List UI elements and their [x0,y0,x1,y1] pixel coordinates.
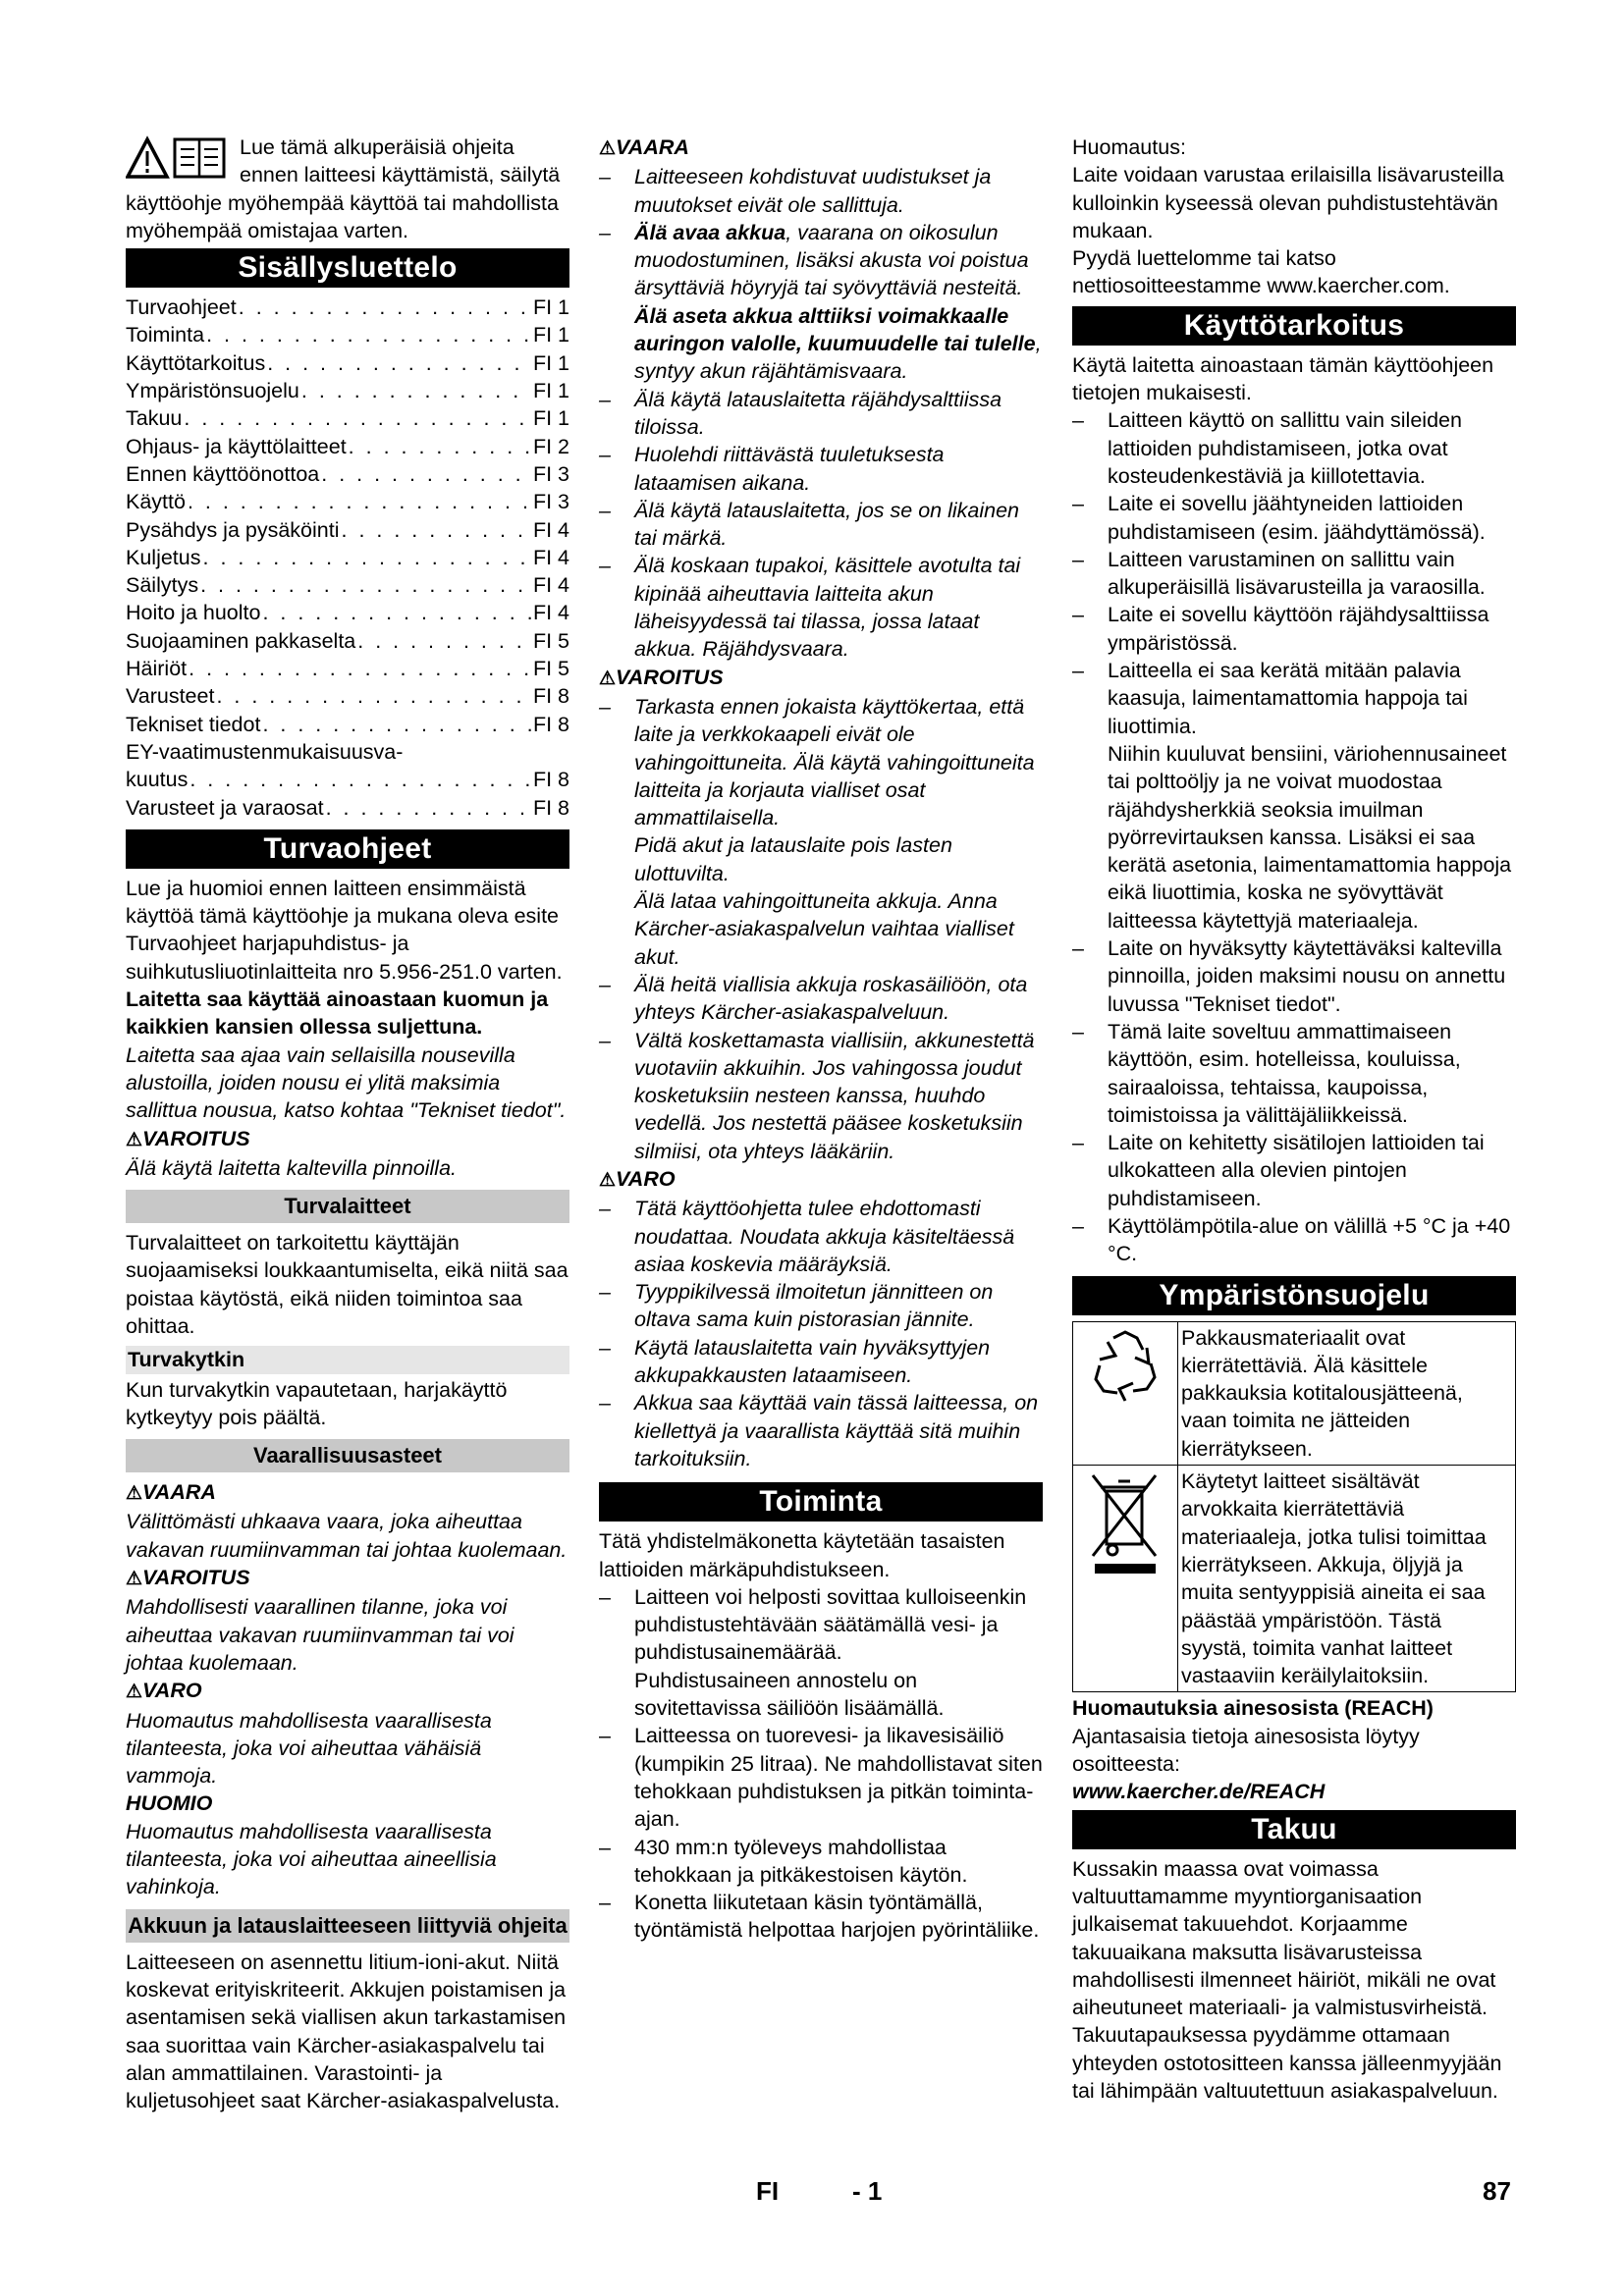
toc-row[interactable]: Kuljetus . . . FI 4 [126,544,569,571]
warning-triangle-icon: ⚠ [599,138,617,159]
recycle-text: Pakkausmateriaalit ovat kierrätettäviä. Älä käsittele pakkauksia kotitalousjätteenä, vaan toimita ne jätteiden kierrätykseen. [1178,1321,1516,1465]
list-item: – Tämä laite soveltuu ammattimaiseen käyttöön, esim. hotelleissa, kouluissa, sairaaloissa, tehtaissa, kaupoissa, toimistoissa ja välittäjäliikkeissä. [1072,1018,1516,1129]
ymparisto-heading: Ympäristönsuojelu [1072,1276,1516,1315]
list-item: – Älä avaa akkua, vaarana on oikosulun muodostuminen, lisäksi akusta voi poistua ärsyttäviä höyryjä tai syövyttäviä nesteitä. [599,219,1043,302]
huomautus-p2: Pyydä luettelomme tai katso nettiosoitteestamme www.kaercher.com. [1072,246,1450,298]
toc-row[interactable]: Käyttötarkoitus . . . FI 1 [126,349,569,377]
kayttotarkoitus-list [1072,406,1516,1267]
toc-row[interactable]: Varusteet . . . FI 8 [126,682,569,710]
toc-heading: Sisällysluettelo [126,248,569,288]
table-row [1073,1321,1516,1465]
list-item: Niihin kuuluvat bensiini, väriohennusaineet tai polttoöljy ja ne voivat muodostaa räjähdysherkkiä seoksia imuilman pyörrevirtauksen kanssa. Lisäksi ei saa kerätä asetonia, laimentamattomia happoja eikä liuottimia, koska ne syövyttävät laitteessa käytettyjä materiaaleja. [1108,741,1512,933]
warning-triangle-icon: ⚠ [599,667,617,689]
danger-label: ⚠VAARA [599,135,689,159]
toiminta-heading: Toiminta [599,1482,1043,1522]
column-right [1072,133,1516,2105]
reach-text: Ajantasaisia tietoja ainesosista löytyy osoitteesta: [1072,1724,1420,1777]
list-item: – Käytä latauslaitetta vain hyväksyttyjen akkupakkausten lataamiseen. [599,1334,1043,1390]
list-item: – Vältä koskettamasta viallisiin, akkunestettä vuotaviin akkuihin. Jos vahingossa joudut kosketuksiin nesteen kanssa, huuhdo vedellä. Jos nestettä pääsee kosketuksiin silmiisi, ota yhteys lääkäriin. [599,1027,1043,1165]
list-item: – Laitteessa on tuorevesi- ja likavesisäiliö (kumpikin 25 litraa). Ne mahdollistavat siten tehokkaan puhdistuksen ja pitkän toiminta-ajan. [599,1722,1043,1833]
huomautus-label: Huomautus: [1072,135,1186,159]
list-item: – Laitteella ei saa kerätä mitään palavia kaasuja, laimentamattomia happoja tai liuottimia. [1072,657,1516,740]
warning-triangle-icon: ⚠ [126,1129,143,1150]
environment-table [1072,1321,1516,1693]
turvaohjeet-p3: Laitetta saa ajaa vain sellaisilla nousevilla alustoilla, joiden nousu ei ylitä maksimia sallittua nousua, katso kohtaa "Tekniset tiedot". [126,1042,567,1123]
list-item: – Laite on hyväksytty käytettäväksi kaltevilla pinnoilla, joiden maksimi nousu on annettu luvussa "Tekniset tiedot". [1072,934,1516,1018]
intro-text: Lue tämä alkuperäisiä ohjeita ennen laitteesi käyttämistä, säilytä käyttöohje myöhempää käyttöä tai mahdollista myöhempää omistajaa varten. [126,135,561,242]
list-item: – Laite ei sovellu käyttöön räjähdysalttiissa ympäristössä. [1072,601,1516,657]
list-item: – Laite ei sovellu jäähtyneiden lattioiden puhdistamiseen (esim. jäähdyttämössä). [1072,490,1516,546]
warning-text: Älä käytä laitetta kaltevilla pinnoilla. [126,1155,458,1180]
turvakytkin-text: Kun turvakytkin vapautetaan, harjakäyttö kytkeytyy pois päältä. [126,1377,508,1429]
warning-triangle-icon: ⚠ [126,1682,143,1703]
list-item: Älä aseta akkua alttiiksi voimakkaalle auringon valolle, kuumuudelle tai tulelle, syntyy akun räjähtämisvaara. [634,303,1042,384]
list-item: – Tyyppikilvessä ilmoitetun jännitteen on oltava sama kuin pistorasian jännite. [599,1278,1043,1334]
caution-list [599,1195,1043,1472]
list-item: – Älä käytä latauslaitetta räjähdysalttiissa tiloissa. [599,386,1043,442]
warning-triangle-icon: ⚠ [126,1483,143,1505]
list-item: – Akkua saa käyttää vain tässä laitteessa, on kiellettyä ja vaarallista käyttää sitä muihin tarkoituksiin. [599,1389,1043,1472]
list-item: – Tarkasta ennen jokaista käyttökertaa, että laite ja verkkokaapeli eivät ole vahingoittuneita. Älä käytä vahingoittuneita laitteita ja korjauta vialliset osat ammattilaisella. [599,693,1043,831]
toc-row[interactable]: Ympäristönsuojelu . . . FI 1 [126,377,569,404]
toc-row[interactable]: Tekniset tiedot . . . FI 8 [126,711,569,738]
list-item: – Laite on kehitetty sisätilojen lattioiden tai ulkokatteen alla olevien pintojen puhdistamiseen. [1072,1129,1516,1212]
danger-label: ⚠VAARA [126,1480,216,1505]
warning-label: ⚠VAROITUS [126,1126,250,1150]
toc-row-ey[interactable]: EY-vaatimustenmukaisuusva- kuutus . . . FI 8 [126,738,569,794]
list-item: – Huolehdi riittävästä tuuletuksesta lataamisen aikana. [599,441,1043,497]
list-item: – Laitteen käyttö on sallittu vain sileiden lattioiden puhdistamiseen, jotka ovat kosteudenkestäviä ja kiillotettavia. [1072,406,1516,490]
warning-manual-icon [126,133,234,188]
warning-list [599,693,1043,1165]
crossed-bin-icon [1087,1471,1164,1579]
toc-row[interactable]: Häiriöt . . . FI 5 [126,655,569,682]
turvaohjeet-p1: Lue ja huomioi ennen laitteen ensimmäistä käyttöä tämä käyttöohje ja mukana oleva esite Turvaohjeet harjapuhdistus- ja suihkutusliuotinlaitteita nro 5.956-251.0 varten. [126,876,563,984]
turvalaitteet-heading: Turvalaitteet [126,1190,569,1223]
vaarallisuusasteet-heading: Vaarallisuusasteet [126,1439,569,1472]
caution-text: Huomautus mahdollisesta vaarallisesta tilanteesta, joka voi aiheuttaa vähäisiä vammoja. [126,1708,492,1789]
page-number: 87 [1483,2176,1511,2206]
takuu-text: Kussakin maassa ovat voimassa valtuuttamamme myyntiorganisaation julkaisemat takuuehdot. Korjaamme takuuaikana maksutta lisävarusteissa mahdollisesti ilmenneet häiriöt, mikäli ne ovat aiheutuneet materiaali- ja valmistusvirheistä. Takuutapauksessa pyydämme ottamaan yhteyden ostotositteen kanssa jälleenmyyjään tai lähimpään valtuutettuun asiakaspalveluun. [1072,1856,1502,2103]
list-item: – Älä koskaan tupakoi, käsittele avotulta tai kipinää aiheuttavia laitteita akun läheisyydessä tai tilassa, jossa lataat akkua. Räjähdysvaara. [599,552,1043,663]
recycle-icon-cell [1073,1321,1178,1465]
kayttotarkoitus-intro: Käytä laitetta ainoastaan tämän käyttöohjeen tietojen mukaisesti. [1072,352,1494,405]
list-item: Puhdistusaineen annostelu on sovitettavissa säiliöön lisäämällä. [634,1668,945,1721]
list-item: – 430 mm:n työleveys mahdollistaa tehokkaan ja pitkäkestoisen käytön. [599,1834,1043,1890]
reach-title: Huomautuksia ainesosista (REACH) [1072,1696,1434,1721]
reach-link[interactable]: www.kaercher.de/REACH [1072,1780,1326,1804]
toc-row[interactable]: Suojaaminen pakkaselta . . . FI 5 [126,627,569,655]
turvalaitteet-text: Turvalaitteet on tarkoitettu käyttäjän suojaamiseksi loukkaantumiselta, eikä niitä saa poistaa käytöstä, eikä niiden toimintoa saa ohittaa. [126,1231,568,1338]
danger-text: Välittömästi uhkaava vaara, joka aiheuttaa vakavan ruumiinvamman tai johtaa kuolemaan. [126,1510,568,1562]
toc-row[interactable]: Säilytys . . . FI 4 [126,571,569,599]
toc-row[interactable]: Ennen käyttöönottoa . . . FI 3 [126,460,569,488]
list-item: – Tätä käyttöohjetta tulee ehdottomasti noudattaa. Noudata akkuja käsiteltäessä asiaa koskevia määräyksiä. [599,1195,1043,1278]
toc-list [126,294,569,822]
akku-text: Laitteeseen on asennettu litium-ioni-akut. Niitä koskevat erityiskriteerit. Akkujen poistamisen ja asentamisen sekä viallisen akun tarkastamisen saa suorittaa vain Kärcher-asiakaspalvelu tai alan ammattilainen. Varastointi- ja kuljetusohjeet saat Kärcher-asiakaspalvelusta. [126,1949,567,2113]
turvaohjeet-p2: Laitetta saa käyttää ainoastaan kuomun ja kaikkien kansien ollessa suljettuna. [126,988,549,1040]
list-item: – Laitteeseen kohdistuvat uudistukset ja muutokset eivät ole sallittuja. [599,163,1043,219]
warning-label: ⚠VAROITUS [599,665,724,689]
column-left [126,133,569,2114]
list-item: – Käyttölämpötila-alue on välillä +5 °C ja +40 °C. [1072,1212,1516,1268]
column-middle [599,133,1043,1945]
list-item: – Konetta liikutetaan käsin työntämällä, työntämistä helpottaa harjojen pyörintäliike. [599,1889,1043,1945]
toc-row[interactable]: Varusteet ja varaosat . . . FI 8 [126,794,569,822]
toc-row[interactable]: Käyttö . . . FI 3 [126,488,569,515]
weee-text: Käytetyt laitteet sisältävät arvokkaita kierrätettäviä materiaaleja, jotka tulisi toimittaa kierrätykseen. Akkuja, öljyjä ja muita sentyyppisiä aineita ei saa päästää ympäristöön. Tästä syystä, toimita vanhat laitteet vastaaviin keräilylaitoksiin. [1178,1466,1516,1692]
list-item: – Laitteen varustaminen on sallittu vain alkuperäisillä lisävarusteilla ja varaosilla. [1072,546,1516,602]
list-item: – Älä heitä viallisia akkuja roskasäiliöön, ota yhteys Kärcher-asiakaspalveluun. [599,971,1043,1027]
toiminta-intro: Tätä yhdistelmäkonetta käytetään tasaisten lattioiden märkäpuhdistukseen. [599,1529,1005,1581]
toc-row[interactable]: Turvaohjeet . . . FI 1 [126,294,569,321]
notice-label: HUOMIO [126,1791,213,1816]
toc-row[interactable]: Hoito ja huolto . . . FI 4 [126,599,569,626]
notice-text: Huomautus mahdollisesta vaarallisesta tilanteesta, joka voi aiheuttaa aineellisia vahinkoja. [126,1819,497,1899]
toc-row[interactable]: Ohjaus- ja käyttölaitteet . . . FI 2 [126,433,569,460]
toc-row[interactable]: Pysähdys ja pysäköinti . . . FI 4 [126,516,569,544]
footer-section-number: - 1 [852,2176,883,2206]
weee-icon-cell [1073,1466,1178,1692]
turvaohjeet-heading: Turvaohjeet [126,829,569,869]
toiminta-list [599,1583,1043,1945]
intro-block [126,133,569,244]
list-item: – Laitteen voi helposti sovittaa kulloiseenkin puhdistustehtävään säätämällä vesi- ja puhdistusainemäärää. [599,1583,1043,1667]
akku-heading: Akkuun ja latauslaitteeseen liittyviä ohjeita [126,1909,569,1943]
danger-list [599,163,1043,663]
warning-text: Mahdollisesti vaarallinen tilanne, joka voi aiheuttaa vakavan ruumiinvamman tai voi johtaa kuolemaan. [126,1595,514,1675]
huomautus-p1: Laite voidaan varustaa erilaisilla lisävarusteilla kulloinkin kyseessä olevan puhdistustehtävän mukaan. [1072,163,1504,242]
caution-label: ⚠VARO [126,1679,202,1703]
warning-triangle-icon: ⚠ [126,1569,143,1590]
caution-label: ⚠VARO [599,1166,676,1191]
footer-language: FI [756,2176,780,2206]
list-item: Pidä akut ja latauslaite pois lasten ulottuvilta. [634,833,952,885]
table-row [1073,1466,1516,1692]
takuu-heading: Takuu [1072,1810,1516,1849]
kayttotarkoitus-heading: Käyttötarkoitus [1072,306,1516,346]
warning-triangle-icon: ⚠ [599,1169,617,1191]
warning-label: ⚠VAROITUS [126,1566,250,1590]
list-item: – Älä käytä latauslaitetta, jos se on likainen tai märkä. [599,497,1043,553]
list-item: Älä lataa vahingoittuneita akkuja. Anna Kärcher-asiakaspalvelun vaihtaa vialliset akut. [634,889,1014,969]
recycle-icon [1086,1328,1164,1403]
toc-row[interactable]: Takuu . . . FI 1 [126,404,569,432]
turvakytkin-heading: Turvakytkin [126,1346,569,1373]
toc-row[interactable]: Toiminta . . . FI 1 [126,321,569,348]
